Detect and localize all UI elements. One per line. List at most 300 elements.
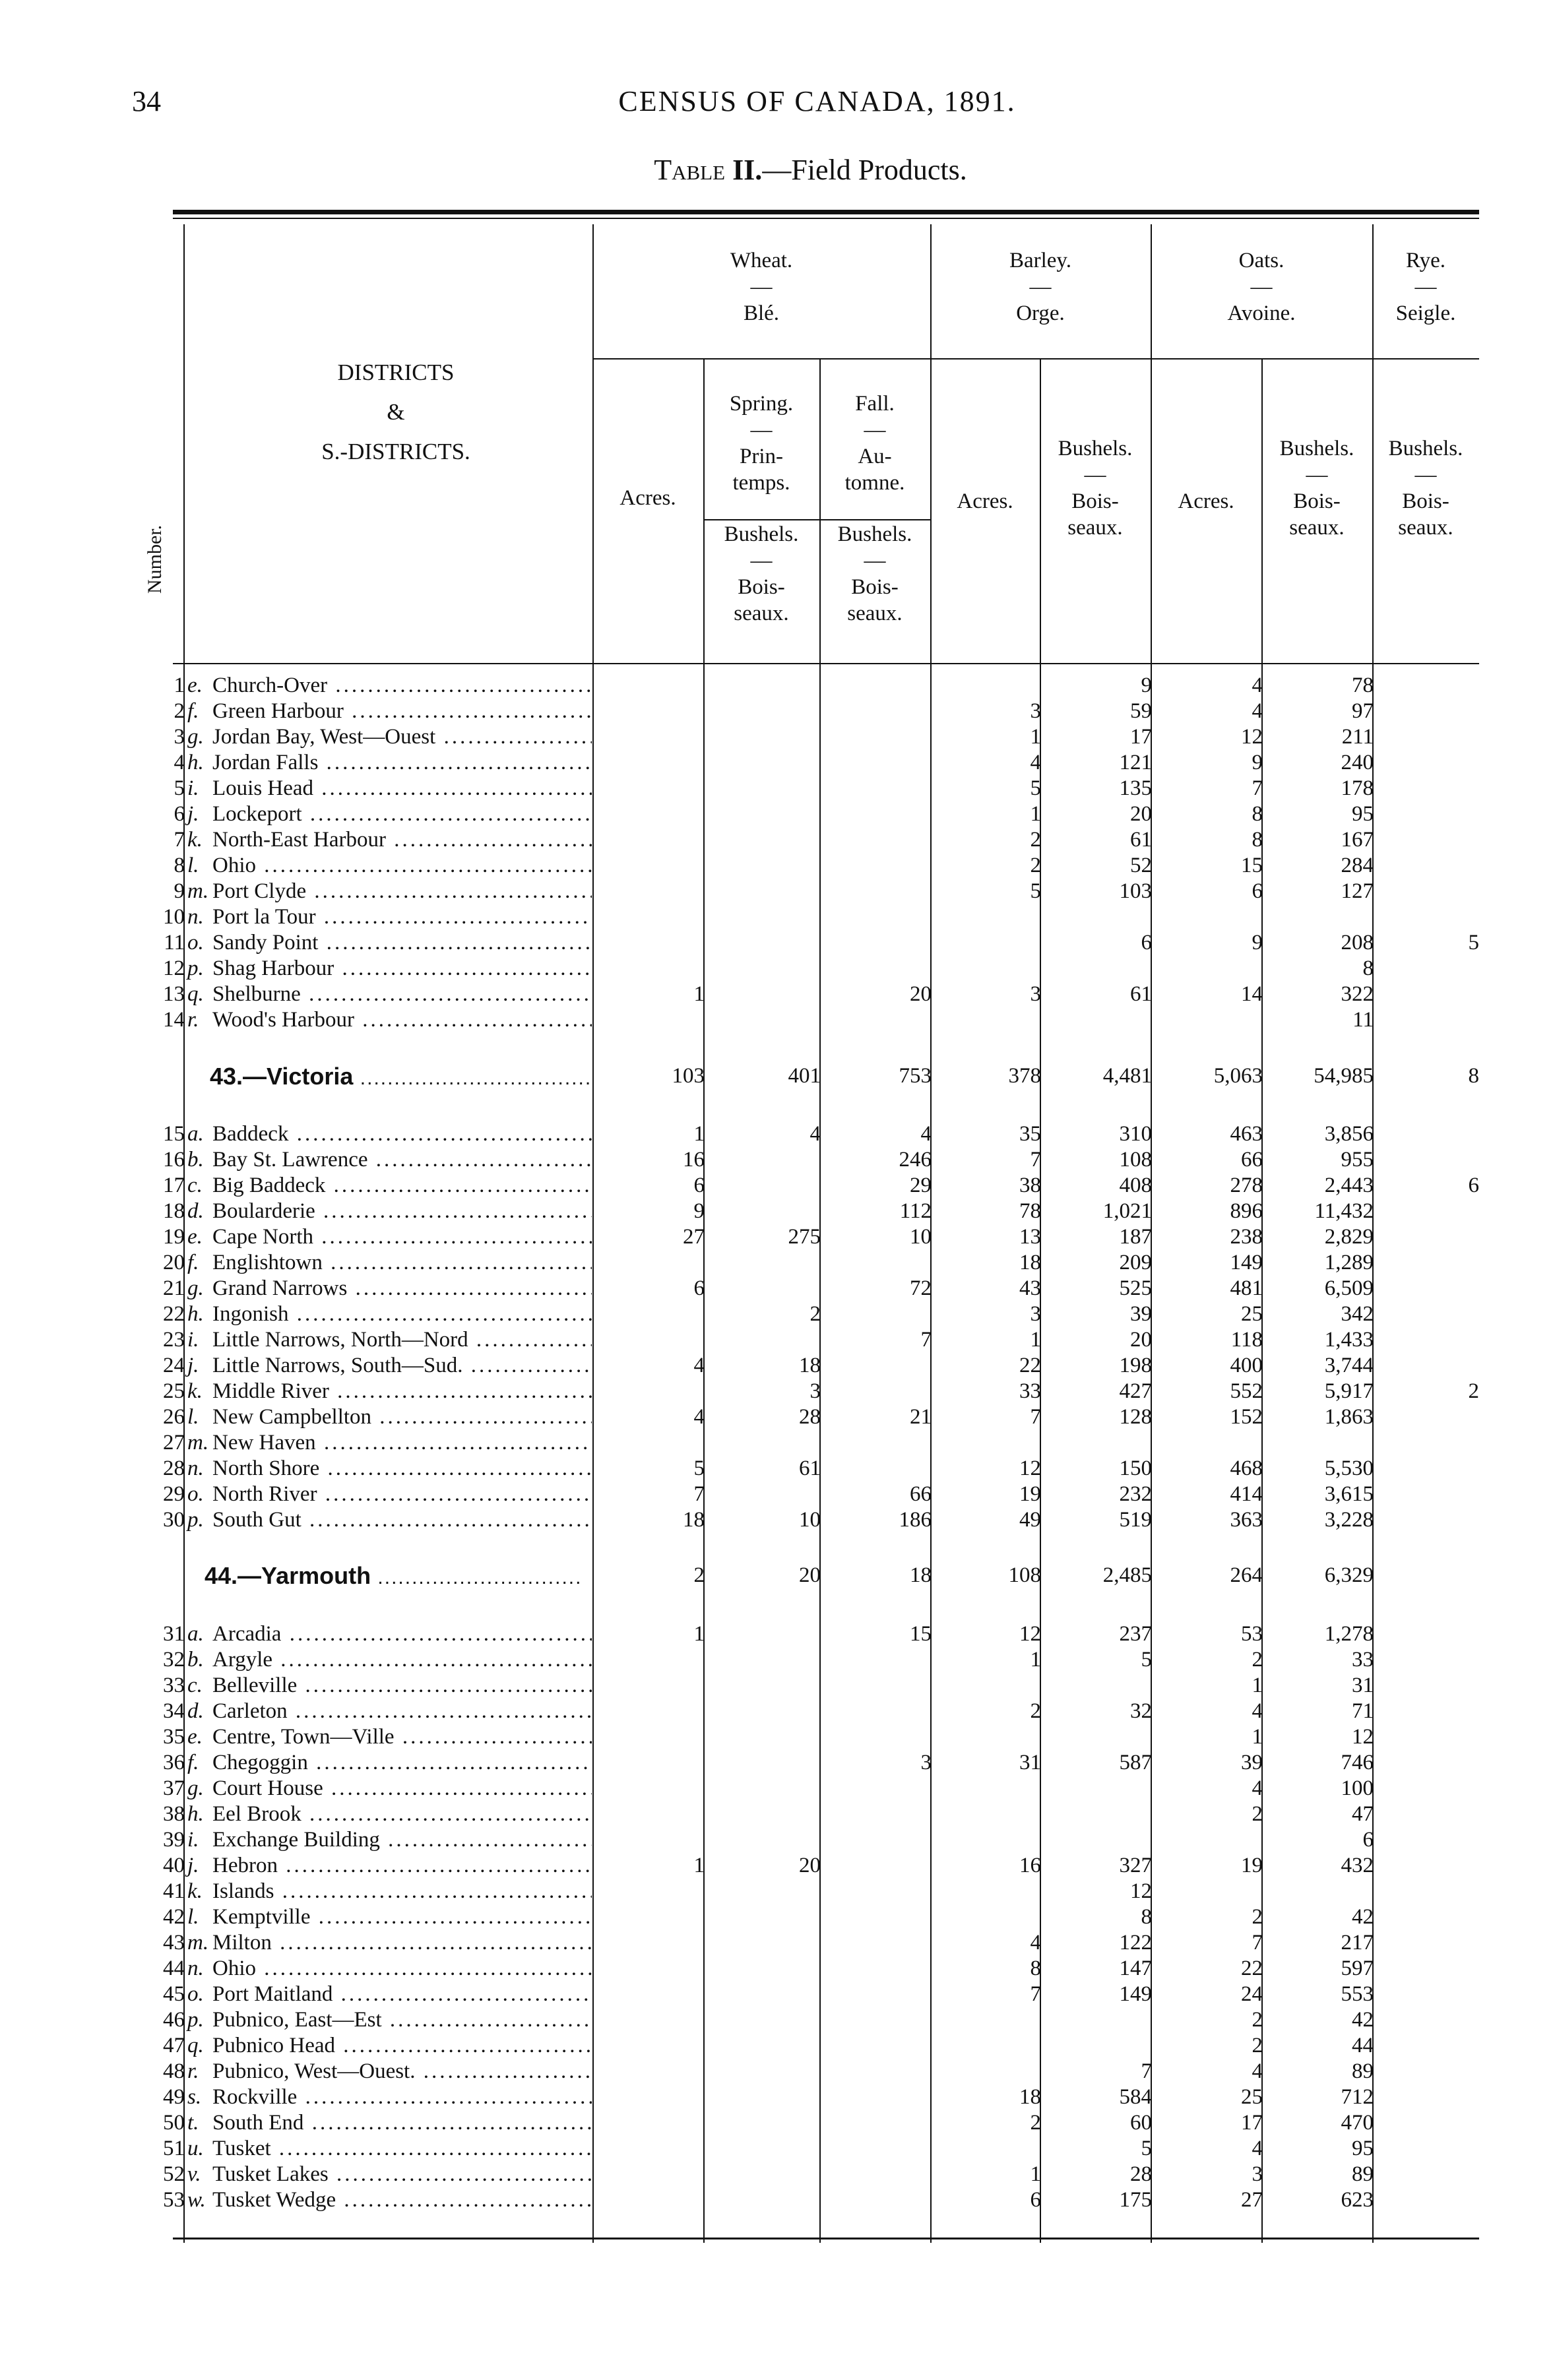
oats-acres-cell: 4 bbox=[1252, 1776, 1263, 1800]
barley-bushels-cell: 39 bbox=[1130, 1302, 1152, 1326]
barley-bushels-cell: 150 bbox=[1119, 1456, 1152, 1480]
wheat-acres-cell: 5 bbox=[693, 1456, 705, 1480]
oats-acres-cell: 27 bbox=[1241, 2188, 1263, 2212]
barley-bushels-cell: 128 bbox=[1119, 1405, 1152, 1429]
table-row bbox=[0, 1224, 1555, 1250]
oats-acres-cell: 118 bbox=[1230, 1328, 1263, 1352]
table-title bbox=[0, 153, 1555, 187]
table-row bbox=[0, 776, 1555, 801]
district-name: Tusket ..... bbox=[212, 2136, 592, 2162]
row-number: 21 bbox=[163, 1276, 185, 1300]
row-letter: e. bbox=[187, 1725, 203, 1749]
district-name: Jordan Falls ..... bbox=[212, 750, 592, 776]
oats-bushels-cell: 12 bbox=[1352, 1725, 1374, 1749]
barley-label: Barley. bbox=[1009, 249, 1072, 272]
district-name: Baddeck ..... bbox=[212, 1121, 592, 1147]
number-header: Number. bbox=[144, 524, 166, 594]
table-row bbox=[0, 2136, 1555, 2162]
row-letter: o. bbox=[187, 1482, 204, 1506]
oats-acres-cell: 363 bbox=[1230, 1508, 1263, 1532]
barley-acres-cell: 1 bbox=[1030, 2162, 1041, 2186]
oats-acres-cell: 17 bbox=[1241, 2111, 1263, 2135]
rye-bushels-fr1: Bois- bbox=[1402, 489, 1449, 513]
oats-acres-cell: 414 bbox=[1230, 1482, 1263, 1506]
barley-acres-cell: 19 bbox=[1019, 1482, 1041, 1506]
barley-bushels-cell: 60 bbox=[1130, 2111, 1152, 2135]
row-number: 33 bbox=[163, 1674, 185, 1697]
row-letter: j. bbox=[187, 1354, 199, 1377]
table-row bbox=[0, 904, 1555, 930]
table-row bbox=[0, 1776, 1555, 1801]
row-number: 1 bbox=[174, 673, 185, 697]
oats-bushels-fr2: seaux. bbox=[1289, 516, 1345, 540]
rye-bushels-cell: 5 bbox=[1468, 931, 1479, 955]
barley-acres-cell: 22 bbox=[1019, 1354, 1041, 1377]
barley-bushels-cell: 61 bbox=[1130, 982, 1152, 1006]
barley-bushels-cell: 519 bbox=[1119, 1508, 1152, 1532]
district-name: North River ..... bbox=[212, 1482, 592, 1507]
district-name: Church-Over ..... bbox=[212, 673, 592, 699]
row-number: 42 bbox=[163, 1905, 185, 1929]
row-number: 15 bbox=[163, 1122, 185, 1146]
barley-acres-cell: 3 bbox=[1030, 982, 1041, 1006]
oats-bushels-fr1: Bois- bbox=[1293, 489, 1341, 513]
table-row bbox=[0, 1276, 1555, 1301]
barley-acres-cell: 31 bbox=[1019, 1751, 1041, 1774]
barley-bushels-header bbox=[1040, 435, 1151, 541]
oats-bushels-cell: 95 bbox=[1352, 2137, 1374, 2160]
barley-acres-cell: 5 bbox=[1030, 776, 1041, 800]
barley-acres-cell: 12 bbox=[1019, 1622, 1041, 1646]
wheat-fall-bushels-cell: 15 bbox=[910, 1622, 932, 1646]
spring-label-fr1: Prin- bbox=[740, 445, 783, 468]
rye-bushels-cell: 2 bbox=[1468, 1379, 1479, 1403]
barley-bushels-cell: 32 bbox=[1130, 1699, 1152, 1723]
barley-bushels-fr1: Bois- bbox=[1071, 489, 1119, 513]
oats-acres-cell: 9 bbox=[1252, 751, 1263, 774]
row-number: 28 bbox=[163, 1456, 185, 1480]
fall-label-fr1: Au- bbox=[858, 445, 892, 468]
barley-bushels-cell: 232 bbox=[1119, 1482, 1152, 1506]
barley-bushels-cell: 52 bbox=[1130, 854, 1152, 877]
oats-label: Oats. bbox=[1238, 249, 1285, 272]
wheat-fall-bushels-cell: 112 bbox=[899, 1199, 932, 1223]
oats-acres-cell: 2 bbox=[1252, 2008, 1263, 2032]
table-row bbox=[0, 1507, 1555, 1533]
row-number: 38 bbox=[163, 1802, 185, 1826]
barley-acres-cell: 12 bbox=[1019, 1456, 1041, 1480]
barley-bushels-cell: 587 bbox=[1119, 1751, 1152, 1774]
barley-bushels-cell: 28 bbox=[1130, 2162, 1152, 2186]
row-letter: k. bbox=[187, 1879, 203, 1903]
row-number: 11 bbox=[164, 931, 185, 955]
barley-acres-cell: 33 bbox=[1019, 1379, 1041, 1403]
oats-bushels-cell: 95 bbox=[1352, 802, 1374, 826]
row-letter: h. bbox=[187, 751, 204, 774]
oats-bushels-cell: 623 bbox=[1341, 2188, 1374, 2212]
barley-acres-cell: 4 bbox=[1030, 1931, 1041, 1955]
fall-bushels-fr2: seaux. bbox=[847, 602, 903, 625]
oats-bushels-cell: 1,433 bbox=[1324, 1328, 1374, 1352]
barley-bushels-cell: 122 bbox=[1119, 1931, 1152, 1955]
rye-bushels-fr2: seaux. bbox=[1398, 516, 1453, 540]
oats-acres-cell: 25 bbox=[1241, 2085, 1263, 2109]
wheat-fall-bushels-cell: 7 bbox=[920, 1328, 932, 1352]
table-row bbox=[0, 827, 1555, 853]
barley-bushels-fr2: seaux. bbox=[1067, 516, 1123, 540]
row-number: 30 bbox=[163, 1508, 185, 1532]
oats-acres-cell: 1 bbox=[1252, 1725, 1263, 1749]
wheat-spring-bushels-cell: 20 bbox=[799, 1854, 821, 1877]
barley-acres-cell: 4 bbox=[1030, 751, 1041, 774]
oats-acres-cell: 24 bbox=[1241, 1982, 1263, 2006]
row-number: 13 bbox=[163, 982, 185, 1006]
row-number: 10 bbox=[163, 905, 185, 929]
oats-bushels-cell: 955 bbox=[1341, 1148, 1374, 1172]
oats-bushels-cell: 8 bbox=[1362, 956, 1374, 980]
row-letter: j. bbox=[187, 1854, 199, 1877]
oats-bushels-cell: 3,228 bbox=[1324, 1508, 1374, 1532]
barley-acres-cell: 18 bbox=[1019, 2085, 1041, 2109]
district-name: Centre, Town—Ville ..... bbox=[212, 1724, 592, 1750]
wheat-acres-cell: 27 bbox=[683, 1225, 705, 1249]
fall-label: Fall. bbox=[855, 392, 895, 416]
barley-bushels-cell: 310 bbox=[1119, 1122, 1152, 1146]
wheat-acres-cell: 6 bbox=[693, 1174, 705, 1197]
barley-bushels-cell: 108 bbox=[1119, 1148, 1152, 1172]
barley-acres-cell: 49 bbox=[1019, 1508, 1041, 1532]
district-name: Tusket Wedge ..... bbox=[212, 2187, 592, 2213]
barley-acres-cell: 13 bbox=[1019, 1225, 1041, 1249]
row-number: 17 bbox=[163, 1174, 185, 1197]
barley-acres-cell: 43 bbox=[1019, 1276, 1041, 1300]
oats-bushels-cell: 89 bbox=[1352, 2162, 1374, 2186]
table-row bbox=[0, 1430, 1555, 1456]
oats-bushels-cell: 3,615 bbox=[1324, 1482, 1374, 1506]
district-name: Pubnico, West—Ouest. ..... bbox=[212, 2059, 592, 2084]
oats-bushels-label: Bushels. bbox=[1279, 437, 1354, 460]
district-name: Boularderie ..... bbox=[212, 1199, 592, 1224]
table-row bbox=[0, 1482, 1555, 1507]
table-row bbox=[0, 1673, 1555, 1699]
oats-acres-cell: 896 bbox=[1230, 1199, 1263, 1223]
table-row bbox=[0, 1199, 1555, 1224]
row-letter: l. bbox=[187, 1405, 199, 1429]
oats-acres-cell: 6 bbox=[1252, 879, 1263, 903]
barley-acres-cell: 7 bbox=[1030, 1148, 1041, 1172]
oats-acres-cell: 149 bbox=[1230, 1251, 1263, 1274]
barley-acres-cell: 2 bbox=[1030, 1699, 1041, 1723]
oats-acres-cell: 152 bbox=[1230, 1405, 1263, 1429]
oats-bushels-cell: 208 bbox=[1341, 931, 1374, 955]
barley-bushels-cell: 17 bbox=[1130, 725, 1152, 749]
fall-dash: — bbox=[864, 418, 886, 442]
district-name: Louis Head ..... bbox=[212, 776, 592, 801]
district-name: Little Narrows, South—Sud. ..... bbox=[212, 1353, 592, 1379]
oats-bushels-cell: 3,744 bbox=[1324, 1354, 1374, 1377]
district-name: South Gut ..... bbox=[212, 1507, 592, 1533]
table-row bbox=[0, 2110, 1555, 2136]
rye-bushels-dash: — bbox=[1414, 463, 1437, 487]
wheat-fall-bushels-header bbox=[819, 521, 930, 627]
barley-bushels-cell: 135 bbox=[1119, 776, 1152, 800]
district-name: Rockville ..... bbox=[212, 2084, 592, 2110]
row-letter: f. bbox=[187, 1751, 199, 1774]
oats-bushels-cell: 127 bbox=[1341, 879, 1374, 903]
row-number: 26 bbox=[163, 1405, 185, 1429]
barley-bushels-cell: 525 bbox=[1119, 1276, 1152, 1300]
rye-label: Rye. bbox=[1405, 249, 1446, 272]
district-name: Bay St. Lawrence ..... bbox=[212, 1147, 592, 1173]
table-row bbox=[0, 1353, 1555, 1379]
barley-bushels-cell: 147 bbox=[1119, 1957, 1152, 1980]
table-number: II. bbox=[732, 154, 763, 186]
wheat-acres-cell: 2 bbox=[693, 1563, 705, 1587]
wheat-acres-cell: 1 bbox=[693, 1622, 705, 1646]
table-row bbox=[0, 2007, 1555, 2033]
oats-bushels-cell: 712 bbox=[1341, 2085, 1374, 2109]
row-letter: n. bbox=[187, 1456, 204, 1480]
barley-acres-header: Acres. bbox=[957, 489, 1013, 513]
row-number: 52 bbox=[163, 2162, 185, 2186]
district-name: Court House ..... bbox=[212, 1776, 592, 1801]
wheat-spring-bushels-cell: 28 bbox=[799, 1405, 821, 1429]
wheat-header bbox=[592, 247, 930, 327]
district-name: Port Maitland ..... bbox=[212, 1982, 592, 2007]
rye-bushels-label: Bushels. bbox=[1388, 437, 1463, 460]
header-rule-thick bbox=[173, 210, 1479, 214]
barley-bushels-label: Bushels. bbox=[1058, 437, 1133, 460]
table-row bbox=[0, 1801, 1555, 1827]
oats-acres-cell: 7 bbox=[1252, 1931, 1263, 1955]
oats-acres-cell: 264 bbox=[1230, 1563, 1263, 1587]
row-number: 46 bbox=[163, 2008, 185, 2032]
row-number: 51 bbox=[163, 2137, 185, 2160]
wheat-fall-bushels-cell: 246 bbox=[899, 1148, 932, 1172]
row-letter: t. bbox=[187, 2111, 199, 2135]
oats-acres-cell: 39 bbox=[1241, 1751, 1263, 1774]
oats-bushels-cell: 89 bbox=[1352, 2059, 1374, 2083]
wheat-acres-cell: 6 bbox=[693, 1276, 705, 1300]
barley-bushels-cell: 584 bbox=[1119, 2085, 1152, 2109]
barley-bushels-cell: 1,021 bbox=[1102, 1199, 1152, 1223]
wheat-spring-bushels-cell: 4 bbox=[809, 1122, 821, 1146]
barley-bushels-cell: 209 bbox=[1119, 1251, 1152, 1274]
oats-acres-cell: 4 bbox=[1252, 1699, 1263, 1723]
district-name: Kemptville ..... bbox=[212, 1904, 592, 1930]
row-number: 18 bbox=[163, 1199, 185, 1223]
oats-bushels-cell: 11,432 bbox=[1314, 1199, 1374, 1223]
table-label: Table bbox=[654, 154, 726, 186]
wheat-fall-bushels-cell: 18 bbox=[910, 1563, 932, 1587]
oats-acres-cell: 552 bbox=[1230, 1379, 1263, 1403]
oats-bushels-cell: 42 bbox=[1352, 1905, 1374, 1929]
oats-bushels-cell: 470 bbox=[1341, 2111, 1374, 2135]
wheat-spring-bushels-cell: 10 bbox=[799, 1508, 821, 1532]
oats-acres-cell: 4 bbox=[1252, 699, 1263, 723]
row-number: 50 bbox=[163, 2111, 185, 2135]
district-name: Ohio ..... bbox=[212, 853, 592, 879]
rye-dash: — bbox=[1414, 275, 1437, 299]
oats-acres-cell: 7 bbox=[1252, 776, 1263, 800]
row-letter: e. bbox=[187, 673, 203, 697]
oats-bushels-cell: 432 bbox=[1341, 1854, 1374, 1877]
oats-bushels-cell: 322 bbox=[1341, 982, 1374, 1006]
district-name: Port Clyde ..... bbox=[212, 879, 592, 904]
wheat-dash: — bbox=[750, 275, 773, 299]
oats-bushels-cell: 746 bbox=[1341, 1751, 1374, 1774]
barley-bushels-cell: 61 bbox=[1130, 828, 1152, 852]
table-row bbox=[0, 1173, 1555, 1199]
district-name: Tusket Lakes ..... bbox=[212, 2162, 592, 2187]
oats-bushels-cell: 284 bbox=[1341, 854, 1374, 877]
table-row bbox=[0, 2187, 1555, 2213]
oats-bushels-cell: 78 bbox=[1352, 673, 1374, 697]
barley-acres-cell: 38 bbox=[1019, 1174, 1041, 1197]
district-name: 43.—Victoria ..... bbox=[210, 1063, 589, 1091]
table-row bbox=[0, 673, 1555, 699]
wheat-acres-header: Acres. bbox=[619, 486, 676, 510]
table-row bbox=[0, 1982, 1555, 2007]
row-letter: q. bbox=[187, 982, 204, 1006]
barley-bushels-cell: 149 bbox=[1119, 1982, 1152, 2006]
wheat-fall-header bbox=[819, 391, 930, 496]
wheat-fall-bushels-cell: 186 bbox=[899, 1508, 932, 1532]
districts-header bbox=[277, 353, 515, 472]
table-row bbox=[0, 1121, 1555, 1147]
table-row bbox=[0, 2059, 1555, 2084]
table-row bbox=[0, 1379, 1555, 1404]
row-number: 29 bbox=[163, 1482, 185, 1506]
row-letter: l. bbox=[187, 1905, 199, 1929]
oats-acres-cell: 278 bbox=[1230, 1174, 1263, 1197]
barley-acres-cell: 7 bbox=[1030, 1982, 1041, 2006]
rye-header bbox=[1372, 247, 1479, 327]
header-line-wheat-sub bbox=[703, 519, 930, 520]
table-row bbox=[0, 1904, 1555, 1930]
wheat-acres-cell: 1 bbox=[693, 1854, 705, 1877]
barley-bushels-dash: — bbox=[1084, 463, 1106, 487]
oats-acres-cell: 463 bbox=[1230, 1122, 1263, 1146]
row-number: 19 bbox=[163, 1225, 185, 1249]
table-row bbox=[0, 801, 1555, 827]
oats-acres-cell: 8 bbox=[1252, 802, 1263, 826]
rye-label-fr: Seigle. bbox=[1395, 301, 1456, 325]
wheat-spring-bushels-cell: 401 bbox=[788, 1064, 821, 1088]
oats-label-fr: Avoine. bbox=[1227, 301, 1296, 325]
table-row bbox=[0, 1621, 1555, 1647]
row-number: 53 bbox=[163, 2188, 185, 2212]
district-name: Little Narrows, North—Nord ..... bbox=[212, 1327, 592, 1353]
row-letter: p. bbox=[187, 956, 204, 980]
oats-bushels-cell: 211 bbox=[1341, 725, 1374, 749]
row-number: 32 bbox=[163, 1648, 185, 1672]
oats-acres-cell: 8 bbox=[1252, 828, 1263, 852]
district-name: Carleton ..... bbox=[212, 1699, 592, 1724]
table-row bbox=[0, 1147, 1555, 1173]
row-letter: c. bbox=[187, 1174, 203, 1197]
barley-bushels-cell: 103 bbox=[1119, 879, 1152, 903]
table-row bbox=[0, 982, 1555, 1007]
barley-bushels-cell: 12 bbox=[1130, 1879, 1152, 1903]
row-number: 14 bbox=[163, 1008, 185, 1032]
barley-bushels-cell: 237 bbox=[1119, 1622, 1152, 1646]
wheat-spring-bushels-cell: 61 bbox=[799, 1456, 821, 1480]
district-name: Ohio ..... bbox=[212, 1956, 592, 1982]
row-letter: n. bbox=[187, 905, 204, 929]
table-row bbox=[0, 1250, 1555, 1276]
wheat-spring-bushels-cell: 275 bbox=[788, 1225, 821, 1249]
oats-bushels-cell: 33 bbox=[1352, 1648, 1374, 1672]
row-letter: g. bbox=[187, 725, 204, 749]
spring-dash: — bbox=[750, 418, 773, 442]
row-letter: c. bbox=[187, 1674, 203, 1697]
oats-acres-cell: 5,063 bbox=[1213, 1064, 1263, 1088]
barley-bushels-cell: 198 bbox=[1119, 1354, 1152, 1377]
barley-acres-cell: 1 bbox=[1030, 725, 1041, 749]
oats-acres-cell: 2 bbox=[1252, 2034, 1263, 2057]
oats-bushels-cell: 5,530 bbox=[1324, 1456, 1374, 1480]
table-row bbox=[0, 1879, 1555, 1904]
row-letter: p. bbox=[187, 1508, 204, 1532]
oats-acres-cell: 12 bbox=[1241, 725, 1263, 749]
district-name: Cape North ..... bbox=[212, 1224, 592, 1250]
district-name: Lockeport ..... bbox=[212, 801, 592, 827]
table-row bbox=[0, 2162, 1555, 2187]
row-number: 8 bbox=[174, 854, 185, 877]
oats-acres-cell: 468 bbox=[1230, 1456, 1263, 1480]
row-number: 22 bbox=[163, 1302, 185, 1326]
oats-acres-cell: 481 bbox=[1230, 1276, 1263, 1300]
row-number: 47 bbox=[163, 2034, 185, 2057]
row-number: 37 bbox=[163, 1776, 185, 1800]
oats-bushels-dash: — bbox=[1306, 463, 1328, 487]
spring-bushels-fr2: seaux. bbox=[734, 602, 789, 625]
row-letter: u. bbox=[187, 2137, 204, 2160]
oats-bushels-cell: 97 bbox=[1352, 699, 1374, 723]
row-number: 20 bbox=[163, 1251, 185, 1274]
barley-bushels-cell: 5 bbox=[1141, 1648, 1152, 1672]
district-name: South End ..... bbox=[212, 2110, 592, 2136]
barley-bushels-cell: 8 bbox=[1141, 1905, 1152, 1929]
row-number: 25 bbox=[163, 1379, 185, 1403]
oats-bushels-cell: 100 bbox=[1341, 1776, 1374, 1800]
oats-acres-cell: 25 bbox=[1241, 1302, 1263, 1326]
oats-acres-cell: 400 bbox=[1230, 1354, 1263, 1377]
district-name: Exchange Building ..... bbox=[212, 1827, 592, 1853]
barley-bushels-cell: 5 bbox=[1141, 2137, 1152, 2160]
wheat-fall-bushels-cell: 29 bbox=[910, 1174, 932, 1197]
oats-bushels-cell: 11 bbox=[1352, 1008, 1374, 1032]
district-name: Middle River ..... bbox=[212, 1379, 592, 1404]
oats-acres-cell: 3 bbox=[1252, 2162, 1263, 2186]
page-number: 34 bbox=[132, 85, 161, 117]
barley-acres-cell: 2 bbox=[1030, 854, 1041, 877]
barley-bushels-cell: 327 bbox=[1119, 1854, 1152, 1877]
table-row bbox=[0, 1327, 1555, 1353]
wheat-acres-cell: 16 bbox=[683, 1148, 705, 1172]
table-row bbox=[0, 1699, 1555, 1724]
barley-bushels-cell: 9 bbox=[1141, 673, 1152, 697]
county-total-row bbox=[0, 1063, 1555, 1089]
table-row bbox=[0, 750, 1555, 776]
oats-acres-cell: 14 bbox=[1241, 982, 1263, 1006]
table-row bbox=[0, 1750, 1555, 1776]
row-letter: e. bbox=[187, 1225, 203, 1249]
oats-bushels-cell: 3,856 bbox=[1324, 1122, 1374, 1146]
district-name: Chegoggin ..... bbox=[212, 1750, 592, 1776]
barley-bushels-cell: 6 bbox=[1141, 931, 1152, 955]
